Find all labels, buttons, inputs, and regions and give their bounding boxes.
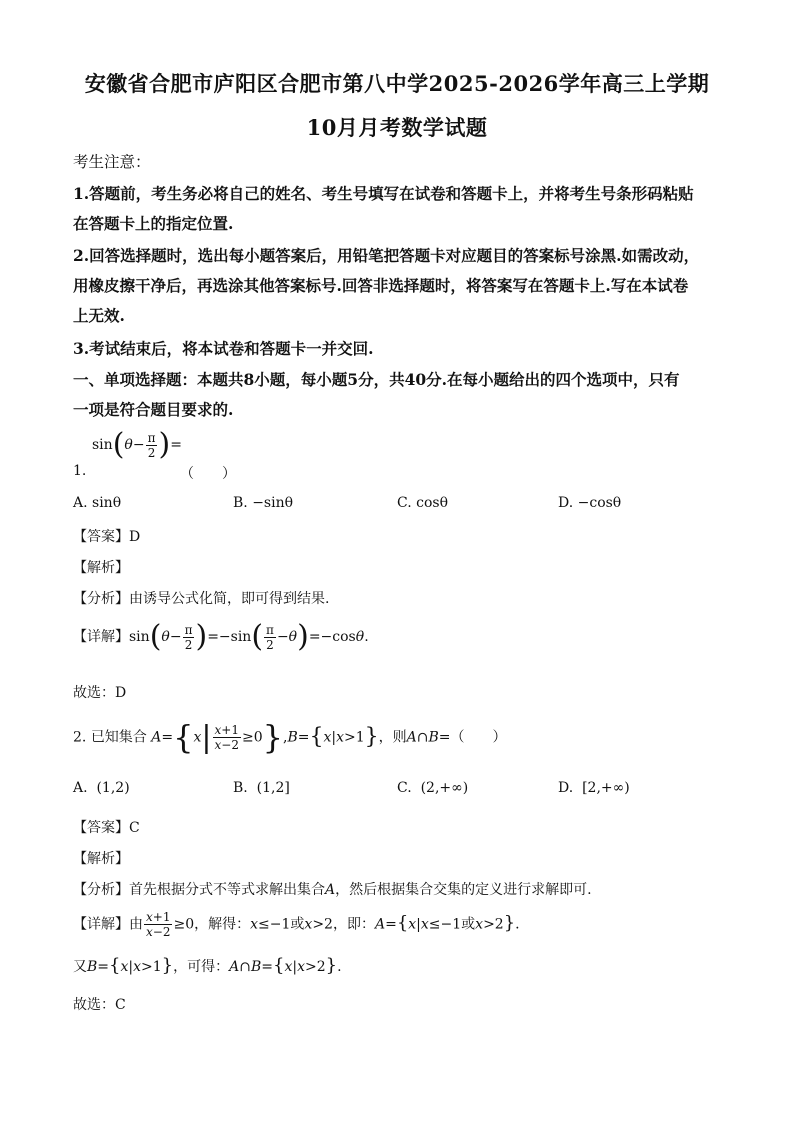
q2-option-c: C. (2,+∞) (397, 780, 469, 796)
q2-stem: 2. 已知集合 A={x| $\frac{x+1}{x-2}$ ≥0},B={x|x>1}，则A∩B=（ ） (73, 718, 507, 757)
q1-fenxi-tag: 【分析】 (73, 591, 129, 607)
q1-formula: sin(θ− $\frac{\pi}{2}$ )= (92, 427, 182, 462)
q1-blank: （ ） (180, 466, 236, 482)
notice-item-1b: 在答题卡上的指定位置. (73, 214, 234, 233)
q1-fenxi-text: 由诱导公式化简，即可得到结果. (129, 591, 330, 607)
notice-item-2c: 上无效. (73, 306, 125, 325)
q2-answer-value: C (129, 820, 140, 836)
notice-item-2a: 2.回答选择题时，选出每小题答案后，用铅笔把答题卡对应题目的答案标号涂黑.如需改动， (73, 246, 700, 265)
q1-detail-tag: 【详解】 (73, 629, 129, 645)
q2-fenxi-tag: 【分析】 (73, 882, 129, 898)
q1-analysis-tag: 【解析】 (73, 560, 129, 576)
q1-option-d: D. −cosθ (558, 495, 622, 511)
section-heading-a: 一、单项选择题：本题共8小题，每小题5分，共40分.在每小题给出的四个选项中，只有 (73, 370, 680, 389)
q2-detail-tag: 【详解】 (73, 916, 129, 933)
q2-number: 2. (73, 729, 87, 746)
q1-answer-tag: 【答案】 (73, 529, 129, 545)
q2-detail: 【详解】由 $\frac{x+1}{x-2}$ ≥0，解得：x≤−1或x>2，即：A={x|x≤−1或x>2}. (73, 910, 520, 939)
q1-fenxi (73, 588, 723, 608)
q1-detail: 【详解】sin(θ− $\frac{\pi}{2}$ )=−sin( $\frac{\pi}{2}$ −θ)=−cosθ. (73, 619, 369, 654)
section-heading-b: 一项是符合题目要求的. (73, 400, 234, 419)
q2-option-a: A. (1,2) (73, 780, 130, 796)
q1-conclusion: 故选：D (73, 685, 127, 701)
q2-suffix: ，则 (378, 729, 407, 746)
q1-option-c: C. cosθ (397, 495, 448, 511)
q2-conclusion: 故选：C (73, 997, 126, 1013)
q2-blank: （ ） (450, 729, 507, 746)
q2-analysis-tag: 【解析】 (73, 851, 129, 867)
notice-item-1a: 1.答题前，考生务必将自己的姓名、考生号填写在试卷和答题卡上，并将考生号条形码粘贴 (73, 184, 694, 203)
q2-stem-text: 已知集合 (90, 729, 147, 746)
q2-option-d: D. [2,+∞) (558, 780, 630, 796)
q2-fenxi: 【分析】首先根据分式不等式求解出集合A，然后根据集合交集的定义进行求解即可. (73, 882, 592, 898)
q1-answer (73, 526, 723, 546)
q1-answer-value: D (129, 529, 141, 545)
q1-option-b: B. −sinθ (233, 495, 294, 511)
q1-number: 1. (73, 463, 87, 479)
notice-item-2b: 用橡皮擦干净后，再选涂其他答案标号.回答非选择题时，将答案写在答题卡上.写在本试卷 (73, 276, 689, 295)
q2-option-b: B. (1,2] (233, 780, 290, 796)
page-title: 安徽省合肥市庐阳区合肥市第八中学2025-2026学年高三上学期 (84, 71, 710, 96)
page-subtitle: 10月月考数学试题 (306, 115, 488, 140)
q2-detail-line2: 又B={x|x>1}，可得：A∩B={x|x>2}. (73, 955, 342, 976)
q2-answer (73, 817, 723, 837)
notice-heading: 考生注意： (73, 153, 151, 171)
notice-item-3: 3.考试结束后，将本试卷和答题卡一并交回. (73, 339, 374, 358)
q2-answer-tag: 【答案】 (73, 820, 129, 836)
q1-option-a: A. sinθ (73, 495, 122, 511)
